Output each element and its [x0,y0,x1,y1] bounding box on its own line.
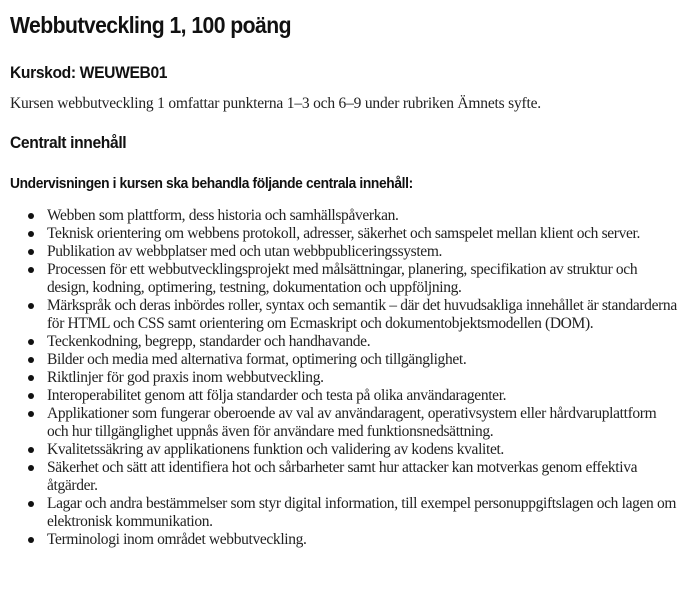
list-item [0,207,680,225]
list-item [0,495,680,531]
list-item-text: Webben som plattform, dess historia och samhällspåverkan. [47,207,399,224]
list-item [0,405,680,441]
bullet-icon [28,411,34,417]
bullet-icon [28,357,34,363]
content-list [0,207,680,549]
list-item [0,243,680,261]
course-code: Kurskod: WEUWEB01 [10,63,168,82]
list-item-text: Teknisk orientering om webbens protokoll, adresser, säkerhet och samspelet mellan klient och server. [47,225,641,242]
list-item-text: Kvalitetssäkring av applikationens funktion och validering av kodens kvalitet. [47,441,504,458]
list-item-text: Teckenkodning, begrepp, standarder och handhavande. [47,333,371,350]
bullet-icon [28,393,34,399]
bullet-icon [28,249,34,255]
list-item-text: Terminologi inom området webbutveckling. [47,531,307,548]
list-item [0,351,680,369]
list-item-text: Lagar och andra bestämmelser som styr digital information, till exempel personuppgiftslagen och lagen om elektronisk kommunikation. [47,495,677,530]
bullet-icon [28,375,34,381]
subheading: Undervisningen i kursen ska behandla följande centrala innehåll: [10,175,413,192]
bullet-icon [28,465,34,471]
list-item-text: Bilder och media med alternativa format, optimering och tillgänglighet. [47,351,467,368]
list-item [0,261,680,297]
list-item [0,369,680,387]
bullet-icon [28,339,34,345]
bullet-icon [28,213,34,219]
list-item-text: Processen för ett webbutvecklingsprojekt med målsättningar, planering, specifikation av struktur och design, kodning, optimering, testning, dokumentation och uppföljning. [47,261,638,296]
list-item-text: Riktlinjer för god praxis inom webbutveckling. [47,369,324,386]
list-item [0,441,680,459]
bullet-icon [28,303,34,309]
section-heading: Centralt innehåll [10,133,127,152]
list-item [0,333,680,351]
bullet-icon [28,447,34,453]
list-item [0,387,680,405]
list-item-text: Interoperabilitet genom att följa standarder och testa på olika användaragenter. [47,387,507,404]
bullet-icon [28,231,34,237]
list-item [0,531,680,549]
list-item [0,297,680,333]
list-item [0,459,680,495]
list-item-text: Publikation av webbplatser med och utan webbpubliceringssystem. [47,243,443,260]
bullet-icon [28,267,34,273]
bullet-icon [28,501,34,507]
list-item [0,225,680,243]
page-title: Webbutveckling 1, 100 poäng [10,12,292,38]
list-item-text: Applikationer som fungerar oberoende av val av användaragent, operativsystem eller hårdvaruplattform och hur tillgänglighet uppnås även för användare med funktionsnedsättning. [47,405,657,440]
bullet-icon [28,537,34,543]
list-item-text: Säkerhet och sätt att identifiera hot och sårbarheter samt hur attacker kan motverkas genom effektiva åtgärder. [47,459,638,494]
list-item-text: Märkspråk och deras inbördes roller, syntax och semantik – där det huvudsakliga innehållet är standarderna för HTML och CSS samt orientering om Ecmaskript och dokumentobjektsmodellen (DOM). [47,297,677,332]
intro-paragraph: Kursen webbutveckling 1 omfattar punkterna 1–3 och 6–9 under rubriken Ämnets syfte. [10,95,541,112]
